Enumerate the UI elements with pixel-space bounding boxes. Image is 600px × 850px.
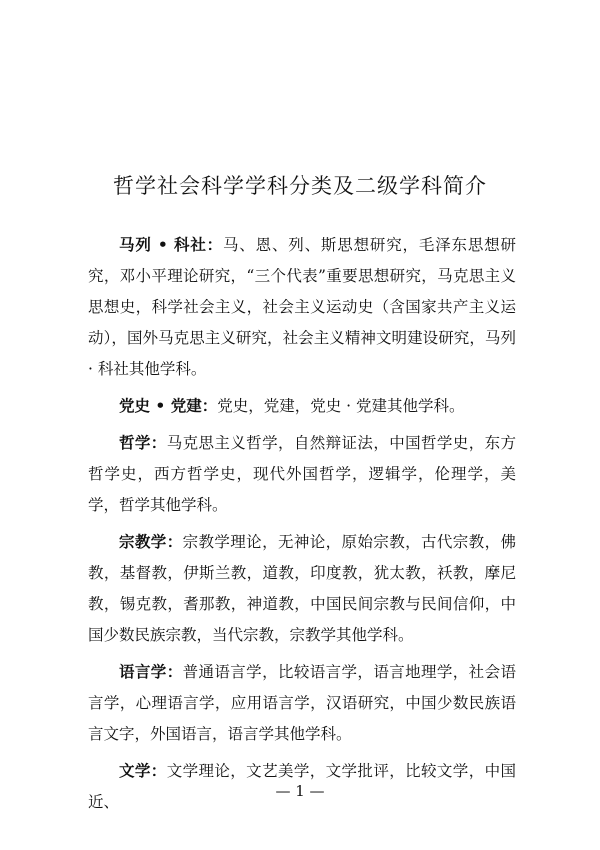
discipline-entry-philosophy [88, 428, 516, 521]
discipline-entry-linguistics [88, 657, 516, 750]
discipline-term: 马列 • 科社 [119, 236, 207, 254]
discipline-entry-marxism [88, 230, 516, 385]
discipline-entry-party-history [88, 391, 516, 422]
discipline-colon: ： [166, 663, 183, 681]
document-title: 哲学社会科学学科分类及二级学科简介 [113, 174, 487, 198]
discipline-description: 党史，党建，党史 · 党建其他学科。 [217, 397, 465, 415]
discipline-entry-religion [88, 527, 516, 651]
discipline-colon: ： [201, 397, 218, 415]
discipline-term: 文学 [119, 762, 151, 780]
page-number: — 1 — [275, 782, 325, 800]
discipline-colon: ： [206, 236, 223, 254]
discipline-term: 哲学 [119, 434, 151, 452]
discipline-list [88, 230, 516, 824]
discipline-description: 文学理论，文艺美学，文学批评，比较文学，中国近、 [88, 762, 516, 811]
discipline-description: 马克思主义哲学，自然辩证法，中国哲学史，东方哲学史，西方哲学史，现代外国哲学，逻辑学，伦理学，美学，哲学其他学科。 [88, 434, 516, 514]
discipline-colon: ： [150, 762, 167, 780]
discipline-description: 普通语言学，比较语言学，语言地理学，社会语言学，心理语言学，应用语言学，汉语研究，中国少数民族语言文字，外国语言，语言学其他学科。 [88, 663, 516, 743]
discipline-colon: ： [166, 533, 183, 551]
discipline-term: 党史 • 党建 [119, 397, 202, 415]
discipline-description: 马、恩、列、斯思想研究，毛泽东思想研究，邓小平理论研究，“三个代表”重要思想研究，马克思主义思想史，科学社会主义，社会主义运动史（含国家共产主义运动），国外马克思主义研究，社会主义精神文明建设研究，马列 · 科社其他学科。 [88, 236, 516, 378]
discipline-colon: ： [150, 434, 167, 452]
discipline-description: 宗教学理论，无神论，原始宗教，古代宗教，佛教，基督教，伊斯兰教，道教，印度教，犹太教，袄教，摩尼教，锡克教，耆那教，神道教，中国民间宗教与民间信仰，中国少数民族宗教，当代宗教，宗教学其他学科。 [88, 533, 516, 644]
discipline-term: 语言学 [119, 663, 167, 681]
discipline-term: 宗教学 [119, 533, 167, 551]
